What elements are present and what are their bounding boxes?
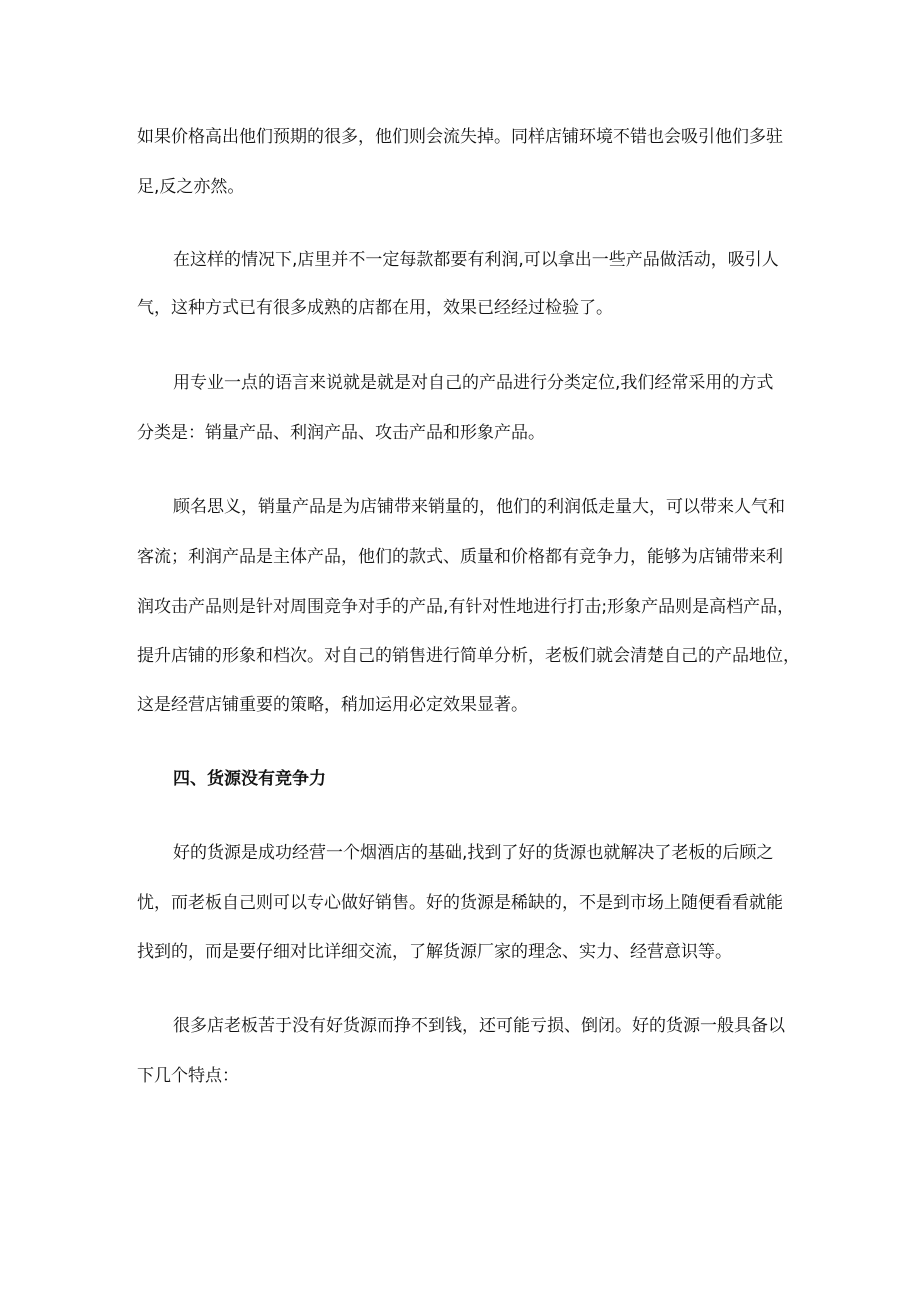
paragraph-4-line-1: 顾名思义，销量产品是为店铺带来销量的，他们的利润低走量大，可以带来人气和 bbox=[173, 497, 785, 517]
paragraph-3-line-1: 用专业一点的语言来说就是就是对自己的产品进行分类定位,我们经常采用的方式 bbox=[173, 373, 774, 393]
section-paragraph-1-line-1: 好的货源是成功经营一个烟酒店的基础,找到了好的货源也就解决了老板的后顾之 bbox=[173, 843, 774, 863]
section-heading: 四、货源没有竞争力 bbox=[173, 769, 326, 789]
paragraph-4-line-2: 客流；利润产品是主体产品，他们的款式、质量和价格都有竞争力，能够为店铺带来利 bbox=[137, 547, 783, 567]
paragraph-2-line-1: 在这样的情况下,店里并不一定每款都要有利润,可以拿出一些产品做活动，吸引人 bbox=[173, 250, 779, 270]
section-paragraph-2-line-1: 很多店老板苦于没有好货源而挣不到钱，还可能亏损、倒闭。好的货源一般具备以 bbox=[173, 1016, 785, 1036]
paragraph-4-line-3: 润攻击产品则是针对周围竞争对手的产品,有针对性地进行打击;形象产品则是高档产品， bbox=[137, 597, 795, 617]
paragraph-1-line-1: 如果价格高出他们预期的很多，他们则会流失掉。同样店铺环境不错也会吸引他们多驻 bbox=[137, 127, 783, 147]
paragraph-4-line-4: 提升店铺的形象和档次。对自己的销售进行简单分析，老板们就会清楚自己的产品地位， bbox=[137, 646, 800, 666]
section-paragraph-2-line-2: 下几个特点： bbox=[137, 1066, 239, 1086]
paragraph-4-line-5: 这是经营店铺重要的策略，稍加运用必定效果显著。 bbox=[137, 695, 528, 715]
paragraph-3-line-2: 分类是：销量产品、利润产品、攻击产品和形象产品。 bbox=[137, 423, 545, 443]
section-paragraph-1-line-2: 忧，而老板自己则可以专心做好销售。好的货源是稀缺的，不是到市场上随便看看就能 bbox=[137, 893, 783, 913]
section-paragraph-1-line-3: 找到的，而是要仔细对比详细交流，了解货源厂家的理念、实力、经营意识等。 bbox=[137, 942, 732, 962]
paragraph-2-line-2: 气，这种方式已有很多成熟的店都在用，效果已经经过检验了。 bbox=[137, 298, 613, 318]
paragraph-1-line-2: 足,反之亦然。 bbox=[137, 177, 245, 197]
